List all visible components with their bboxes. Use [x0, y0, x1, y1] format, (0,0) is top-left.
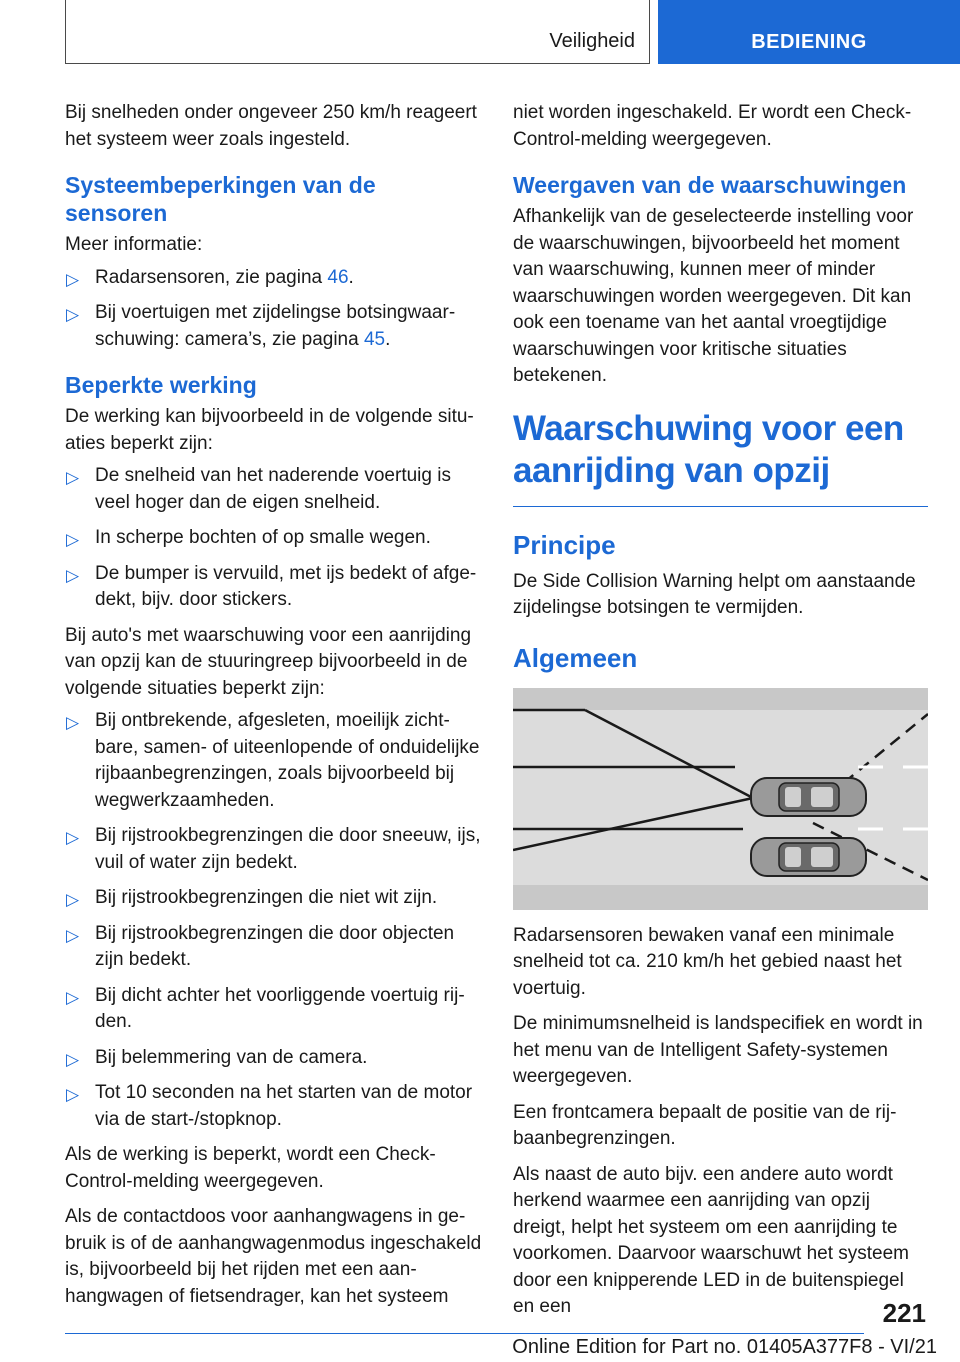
triangle-bullet-icon: ▷ [66, 565, 80, 585]
steering-limited-paragraph: Bij auto's met waarschuwing voor een aanrijding van opzij kan de stuuringreep bijvoorbeeld in de volgende situaties beperkt zijn: [65, 624, 472, 699]
trailer-paragraph: Als de contactdoos voor aanhangwagens in gebruik is of de aanhangwagenmodus ingeschakeld is, bijvoorbeeld bij het rijden met een aanhangwagen of fietsendrager, kan het systeem [65, 1206, 482, 1307]
list-item: ▷ Bij belemmering van de camera. [65, 1045, 483, 1072]
limited-situations-list [65, 463, 483, 614]
car-icon [751, 778, 866, 816]
triangle-bullet-icon: ▷ [66, 468, 80, 487]
triangle-bullet-icon: ▷ [66, 713, 80, 732]
right-column [513, 100, 928, 1330]
page-link-45[interactable]: 45 [363, 328, 386, 350]
heading-sensor-limits: Systeembeperkingen van de sensoren [65, 172, 376, 226]
radar-paragraph: Radarsensoren bewaken vanaf een minimale snelheid tot ca. 210 km/h het gebied naast het voertuig. [513, 924, 902, 999]
steering-limited-list [65, 708, 483, 1133]
heading-warning-displays: Weergaven van de waarschuwingen [513, 172, 907, 198]
triangle-bullet-icon: ▷ [66, 305, 80, 324]
more-info-label: Meer informatie: [65, 234, 203, 255]
triangle-bullet-icon: ▷ [66, 530, 80, 549]
side-collision-illustration [513, 688, 928, 910]
intro-paragraph: Bij snelheden onder ongeveer 250 km/h reageert het systeem weer zoals ingesteld. [65, 102, 477, 150]
warning-paragraph: Als naast de auto bijv. een andere auto wordt herkend waarmee een aanrijding van opzij dreigt, helpt het systeem om een aanrijding te voorkomen. Daarvoor waarschuwt het systeem door een knipperende LED in de buitenspiegel en een [513, 1163, 909, 1317]
page-link-46[interactable]: 46 [327, 266, 349, 288]
triangle-bullet-icon: ▷ [66, 987, 80, 1007]
list-item: ▷ Bij rijstrookbegrenzingen die door objecten zijn bedekt. [66, 922, 455, 970]
min-speed-paragraph: De minimumsnelheid is landspecifiek en wordt in het menu van de Intelligent Safety-systemen weergegeven. [513, 1013, 923, 1087]
list-item: ▷ Bij dicht achter het voorliggende voertuig rijden. [66, 984, 465, 1032]
camera-paragraph: Een frontcamera bepaalt de positie van de rijbaanbegrenzingen. [513, 1101, 897, 1149]
triangle-bullet-icon: ▷ [66, 925, 80, 945]
heading-general: Algemeen [513, 642, 638, 673]
list-item: ▷ In scherpe bochten of op smalle wegen. [65, 525, 483, 552]
limited-function-paragraph: De werking kan bijvoorbeeld in de volgende situaties beperkt zijn: [65, 406, 474, 454]
triangle-bullet-icon: ▷ [66, 1049, 80, 1069]
triangle-bullet-icon: ▷ [66, 269, 80, 289]
car-icon [751, 838, 866, 876]
triangle-bullet-icon: ▷ [66, 828, 80, 847]
list-item: ▷ De bumper is vervuild, met ijs bedekt of afgedekt, bijv. door stickers. [66, 562, 477, 610]
triangle-bullet-icon: ▷ [66, 1085, 80, 1104]
page-number: 221 [882, 1298, 926, 1328]
warning-displays-paragraph: Afhankelijk van de geselecteerde instelling voor de waarschuwingen, bijvoorbeeld het moment van waarschuwing, kunnen meer of minder waarschuwingen worden weergegeven. Dit kan ook een toename van het aantal vroegtijdige waarschuwingen voor kritische situaties betekenen. [513, 206, 914, 386]
list-item: ▷ Bij voertuigen met zijdelingse botsingwaarschuwing: camera’s, zie pagina 45. [66, 302, 456, 350]
left-column [65, 100, 483, 1319]
list-item: ▷ Bij rijstrookbegrenzingen die door sneeuw, ijs, vuil of water zijn bedekt. [66, 825, 481, 873]
continued-paragraph: niet worden ingeschakeld. Er wordt een Check-Control-melding weergegeven. [513, 102, 912, 150]
sensor-links-list [65, 265, 483, 354]
header-section-box [65, 0, 650, 64]
principle-paragraph: De Side Collision Warning helpt om aanstaande zijdelingse botsingen te vermijden. [513, 570, 916, 618]
list-item: ▷ De snelheid van het naderende voertuig is veel hoger dan de eigen snelheid. [66, 465, 451, 513]
list-item: ▷ Tot 10 seconden na het starten van de motor via de start-/stopknop. [66, 1082, 473, 1130]
footer-divider [65, 1333, 864, 1334]
header-chapter-tab[interactable] [658, 0, 960, 64]
heading-limited-function: Beperkte werking [65, 372, 257, 398]
list-item: ▷ Bij rijstrookbegrenzingen die niet wit zijn. [65, 885, 483, 912]
list-item: ▷ Radarsensoren, zie pagina 46. [65, 265, 483, 292]
chapter-heading-side-collision: Waarschuwing voor een aanrijding van opzij [513, 408, 928, 507]
list-item: ▷ Bij ontbrekende, afgesleten, moeilijk zichtbare, samen- of uiteenlopende of onduidelijke rijbaanbegrenzingen, zoals bijvoorbeeld bij wegwerkzaamheden. [66, 710, 480, 811]
heading-principle: Principe [513, 529, 616, 560]
check-control-paragraph: Als de werking is beperkt, wordt een Check-Control-melding weergegeven. [65, 1144, 436, 1192]
header-section-title: Veiligheid [549, 30, 635, 52]
header-chapter-title: BEDIENING [751, 31, 867, 53]
footer-edition: Online Edition for Part no. 01405A377F8 - VI/21 [512, 1336, 937, 1358]
triangle-bullet-icon: ▷ [66, 890, 80, 909]
